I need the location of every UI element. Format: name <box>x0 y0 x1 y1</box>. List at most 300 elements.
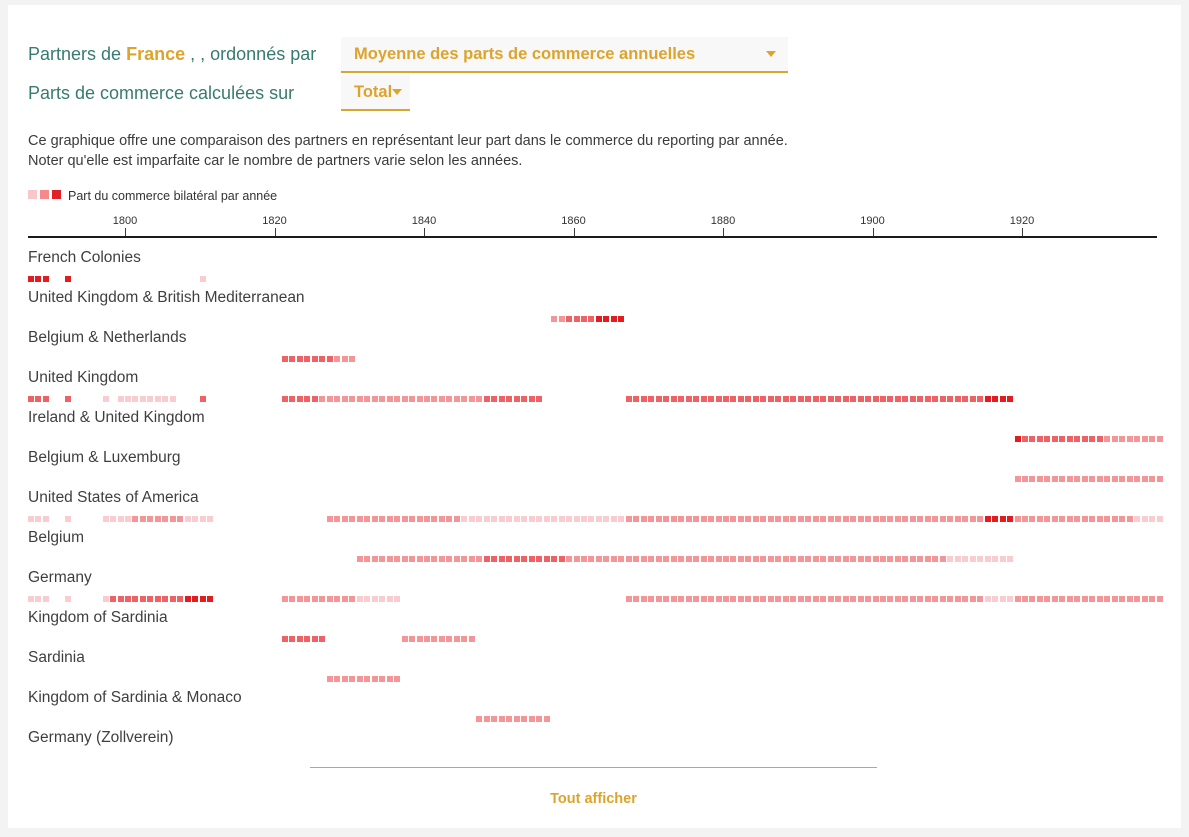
year-cell <box>372 396 378 402</box>
year-cell <box>955 596 961 602</box>
year-cell <box>947 556 953 562</box>
year-cell <box>828 556 834 562</box>
year-cell <box>671 516 677 522</box>
year-cell <box>514 516 520 522</box>
year-cell <box>327 396 333 402</box>
year-cell <box>499 556 505 562</box>
legend-label: Part du commerce bilatéral par année <box>68 189 278 203</box>
year-cell <box>611 316 617 322</box>
year-cell <box>835 556 841 562</box>
legend-swatch-light <box>28 190 37 199</box>
year-cell <box>1022 516 1028 522</box>
year-cell <box>992 596 998 602</box>
year-cell <box>947 516 953 522</box>
year-cell <box>723 556 729 562</box>
year-cell <box>1067 516 1073 522</box>
year-cell <box>1052 596 1058 602</box>
year-cell <box>499 516 505 522</box>
year-cell <box>484 716 490 722</box>
year-cell <box>633 596 639 602</box>
year-cell <box>745 596 751 602</box>
year-cell <box>551 516 557 522</box>
year-cell <box>1097 516 1103 522</box>
year-cell <box>843 516 849 522</box>
year-cell <box>297 356 303 362</box>
year-cell <box>409 516 415 522</box>
year-cell <box>1052 476 1058 482</box>
year-cell <box>858 396 864 402</box>
year-cell <box>1142 436 1148 442</box>
year-cell <box>955 556 961 562</box>
year-cell <box>1157 596 1163 602</box>
year-cell <box>327 676 333 682</box>
year-cell <box>312 396 318 402</box>
year-cell <box>65 276 71 282</box>
year-cell <box>185 516 191 522</box>
sort-order-dropdown[interactable] <box>341 37 788 73</box>
show-all-button[interactable]: Tout afficher <box>550 791 637 807</box>
year-cell <box>858 516 864 522</box>
share-basis-dropdown[interactable] <box>341 75 410 111</box>
year-cell <box>499 716 505 722</box>
year-cell <box>192 596 198 602</box>
axis-tick-label: 1800 <box>112 215 138 227</box>
year-cell <box>379 676 385 682</box>
year-cell <box>1029 596 1035 602</box>
year-cell <box>1142 516 1148 522</box>
year-cell <box>35 516 41 522</box>
year-cell <box>566 556 572 562</box>
year-cell <box>648 596 654 602</box>
year-cell <box>626 516 632 522</box>
year-cell <box>566 316 572 322</box>
year-cell <box>469 556 475 562</box>
year-cell <box>461 556 467 562</box>
year-cell <box>43 516 49 522</box>
year-cell <box>342 396 348 402</box>
year-cell <box>716 596 722 602</box>
axis-tick-label: 1860 <box>561 215 586 227</box>
year-cell <box>297 636 303 642</box>
year-cell <box>282 596 288 602</box>
year-cell <box>1149 436 1155 442</box>
year-cell <box>723 396 729 402</box>
year-cell <box>873 516 879 522</box>
year-cell <box>633 516 639 522</box>
year-cell <box>394 676 400 682</box>
year-cell <box>603 556 609 562</box>
legend-swatch-medium <box>40 190 49 199</box>
year-cell <box>985 396 991 402</box>
year-cell <box>588 556 594 562</box>
year-cell <box>887 516 893 522</box>
year-cell <box>641 596 647 602</box>
year-cell <box>701 556 707 562</box>
year-cell <box>813 556 819 562</box>
partner-row-label: Germany <box>28 569 92 586</box>
partner-row-label: United States of America <box>28 489 199 506</box>
year-cell <box>611 516 617 522</box>
year-cell <box>1119 516 1125 522</box>
year-cell <box>1149 516 1155 522</box>
axis-tick-label: 1820 <box>262 215 287 227</box>
year-cell <box>155 516 161 522</box>
chart-description-line1: Ce graphique offre une comparaison des partners en représentant leur part dans le commerce du reporting par année. <box>28 133 788 149</box>
year-cell <box>200 276 206 282</box>
year-cell <box>708 596 714 602</box>
year-cell <box>349 356 355 362</box>
year-cell <box>611 556 617 562</box>
year-cell <box>1134 436 1140 442</box>
year-cell <box>506 516 512 522</box>
year-cell <box>805 516 811 522</box>
year-cell <box>417 636 423 642</box>
year-cell <box>693 396 699 402</box>
year-cell <box>641 516 647 522</box>
year-cell <box>1052 516 1058 522</box>
year-cell <box>626 596 632 602</box>
year-cell <box>1037 516 1043 522</box>
year-cell <box>865 556 871 562</box>
year-cell <box>805 396 811 402</box>
year-cell <box>491 396 497 402</box>
year-cell <box>1044 516 1050 522</box>
year-cell <box>118 596 124 602</box>
year-cell <box>514 716 520 722</box>
year-cell <box>402 396 408 402</box>
year-cell <box>985 556 991 562</box>
year-cell <box>1067 436 1073 442</box>
year-cell <box>925 516 931 522</box>
year-cell <box>319 356 325 362</box>
title-comma: , <box>190 44 201 64</box>
year-cell <box>581 556 587 562</box>
year-cell <box>678 556 684 562</box>
year-cell <box>35 396 41 402</box>
year-cell <box>775 596 781 602</box>
year-cell <box>65 516 71 522</box>
year-cell <box>813 596 819 602</box>
year-cell <box>529 516 535 522</box>
year-cell <box>828 596 834 602</box>
year-cell <box>798 556 804 562</box>
chevron-down-icon <box>766 51 776 57</box>
year-cell <box>1104 476 1110 482</box>
year-cell <box>43 596 49 602</box>
year-cell <box>357 396 363 402</box>
year-cell <box>43 276 49 282</box>
year-cell <box>544 556 550 562</box>
year-cell <box>417 396 423 402</box>
year-cell <box>858 556 864 562</box>
year-cell <box>342 596 348 602</box>
year-cell <box>155 596 161 602</box>
year-cell <box>1059 516 1065 522</box>
year-cell <box>977 596 983 602</box>
year-cell <box>424 516 430 522</box>
year-cell <box>656 596 662 602</box>
year-cell <box>207 596 213 602</box>
year-cell <box>28 516 34 522</box>
year-cell <box>1127 436 1133 442</box>
year-cell <box>312 356 318 362</box>
year-cell <box>529 716 535 722</box>
year-cell <box>768 396 774 402</box>
year-cell <box>596 516 602 522</box>
year-cell <box>708 396 714 402</box>
year-cell <box>895 396 901 402</box>
year-cell <box>618 556 624 562</box>
year-cell <box>798 516 804 522</box>
year-cell <box>140 396 146 402</box>
partner-row-label: Kingdom of Sardinia & Monaco <box>28 689 242 706</box>
year-cell <box>1089 596 1095 602</box>
year-cell <box>424 396 430 402</box>
year-cell <box>723 516 729 522</box>
year-cell <box>730 396 736 402</box>
year-cell <box>559 316 565 322</box>
year-cell <box>753 516 759 522</box>
year-cell <box>835 516 841 522</box>
year-cell <box>1157 436 1163 442</box>
year-cell <box>1022 476 1028 482</box>
year-cell <box>850 596 856 602</box>
year-cell <box>484 396 490 402</box>
year-cell <box>603 516 609 522</box>
year-cell <box>641 556 647 562</box>
year-cell <box>955 396 961 402</box>
year-cell <box>917 596 923 602</box>
year-cell <box>783 516 789 522</box>
year-cell <box>35 596 41 602</box>
year-cell <box>1007 396 1013 402</box>
axis-tick-label: 1900 <box>860 215 885 227</box>
year-cell <box>790 556 796 562</box>
year-cell <box>1007 596 1013 602</box>
year-cell <box>1112 476 1118 482</box>
year-cell <box>663 556 669 562</box>
year-cell <box>544 716 550 722</box>
year-cell <box>506 396 512 402</box>
year-cell <box>334 356 340 362</box>
year-cell <box>207 516 213 522</box>
year-cell <box>730 556 736 562</box>
year-cell <box>446 556 452 562</box>
year-cell <box>454 636 460 642</box>
year-cell <box>118 396 124 402</box>
year-cell <box>708 556 714 562</box>
year-cell <box>1127 476 1133 482</box>
year-cell <box>574 516 580 522</box>
year-cell <box>1015 596 1021 602</box>
year-cell <box>476 396 482 402</box>
year-cell <box>454 516 460 522</box>
axis-tick-label: 1840 <box>411 215 437 227</box>
year-cell <box>1119 476 1125 482</box>
year-cell <box>671 396 677 402</box>
year-cell <box>65 596 71 602</box>
year-cell <box>932 396 938 402</box>
year-cell <box>357 676 363 682</box>
year-cell <box>783 396 789 402</box>
year-cell <box>910 396 916 402</box>
year-cell <box>641 396 647 402</box>
year-cell <box>1067 596 1073 602</box>
year-cell <box>1089 436 1095 442</box>
year-cell <box>760 396 766 402</box>
show-all-separator <box>310 767 877 768</box>
year-cell <box>1000 516 1006 522</box>
year-cell <box>342 356 348 362</box>
year-cell <box>745 556 751 562</box>
year-cell <box>559 516 565 522</box>
year-cell <box>970 596 976 602</box>
year-cell <box>327 516 333 522</box>
year-cell <box>738 516 744 522</box>
year-cell <box>828 396 834 402</box>
year-cell <box>304 356 310 362</box>
year-cell <box>357 516 363 522</box>
year-cell <box>1082 596 1088 602</box>
partner-row-label: Kingdom of Sardinia <box>28 609 168 626</box>
year-cell <box>917 516 923 522</box>
year-cell <box>446 396 452 402</box>
year-cell <box>1119 596 1125 602</box>
year-cell <box>917 556 923 562</box>
year-cell <box>1029 436 1035 442</box>
year-cell <box>304 636 310 642</box>
year-cell <box>581 516 587 522</box>
year-cell <box>738 596 744 602</box>
year-cell <box>402 556 408 562</box>
year-cell <box>147 596 153 602</box>
year-cell <box>1142 476 1148 482</box>
year-cell <box>387 596 393 602</box>
partner-row-label: United Kingdom & British Mediterranean <box>28 289 305 306</box>
year-cell <box>671 596 677 602</box>
year-cell <box>917 396 923 402</box>
year-cell <box>349 596 355 602</box>
year-cell <box>304 396 310 402</box>
year-cell <box>1112 436 1118 442</box>
year-cell <box>992 556 998 562</box>
year-cell <box>588 516 594 522</box>
year-cell <box>701 596 707 602</box>
year-cell <box>813 396 819 402</box>
year-cell <box>1074 476 1080 482</box>
year-cell <box>551 556 557 562</box>
year-cell <box>103 396 109 402</box>
year-cell <box>805 556 811 562</box>
year-cell <box>962 516 968 522</box>
year-cell <box>745 396 751 402</box>
year-cell <box>686 396 692 402</box>
year-cell <box>686 516 692 522</box>
year-cell <box>686 556 692 562</box>
year-cell <box>678 396 684 402</box>
year-cell <box>327 356 333 362</box>
year-cell <box>820 516 826 522</box>
year-cell <box>155 396 161 402</box>
year-cell <box>940 396 946 402</box>
year-cell <box>132 396 138 402</box>
year-cell <box>185 596 191 602</box>
year-cell <box>985 516 991 522</box>
year-cell <box>873 596 879 602</box>
year-cell <box>992 396 998 402</box>
year-cell <box>334 396 340 402</box>
year-cell <box>521 516 527 522</box>
year-cell <box>738 396 744 402</box>
year-cell <box>985 596 991 602</box>
year-cell <box>1082 476 1088 482</box>
year-cell <box>364 676 370 682</box>
year-cell <box>940 596 946 602</box>
year-cell <box>334 676 340 682</box>
year-cell <box>656 396 662 402</box>
year-cell <box>626 556 632 562</box>
year-cell <box>372 676 378 682</box>
year-cell <box>1097 596 1103 602</box>
year-cell <box>484 516 490 522</box>
title-suffix: , ordonnés par <box>200 44 317 64</box>
year-cell <box>716 516 722 522</box>
year-cell <box>678 596 684 602</box>
year-cell <box>880 556 886 562</box>
year-cell <box>289 356 295 362</box>
year-cell <box>327 596 333 602</box>
year-cell <box>790 396 796 402</box>
year-cell <box>536 556 542 562</box>
year-cell <box>902 556 908 562</box>
year-cell <box>476 556 482 562</box>
year-cell <box>394 556 400 562</box>
year-cell <box>648 396 654 402</box>
year-cell <box>671 556 677 562</box>
title-prefix: Partners de <box>28 44 122 64</box>
year-cell <box>1089 476 1095 482</box>
share-basis-prefix: Parts de commerce calculées sur <box>28 83 295 103</box>
reporting-country: France <box>126 44 186 64</box>
year-cell <box>132 516 138 522</box>
axis-tick-label: 1880 <box>710 215 736 227</box>
year-cell <box>514 556 520 562</box>
year-cell <box>663 396 669 402</box>
year-cell <box>319 596 325 602</box>
year-cell <box>424 556 430 562</box>
year-cell <box>932 516 938 522</box>
year-cell <box>760 556 766 562</box>
year-cell <box>1157 476 1163 482</box>
year-cell <box>521 396 527 402</box>
year-cell <box>409 636 415 642</box>
year-cell <box>282 636 288 642</box>
year-cell <box>559 556 565 562</box>
year-cell <box>1015 516 1021 522</box>
year-cell <box>379 556 385 562</box>
year-cell <box>132 596 138 602</box>
year-cell <box>970 396 976 402</box>
year-cell <box>1067 476 1073 482</box>
year-cell <box>925 396 931 402</box>
year-cell <box>686 596 692 602</box>
year-cell <box>663 596 669 602</box>
year-cell <box>521 716 527 722</box>
year-cell <box>843 556 849 562</box>
year-cell <box>431 636 437 642</box>
year-cell <box>461 516 467 522</box>
year-cell <box>1044 436 1050 442</box>
